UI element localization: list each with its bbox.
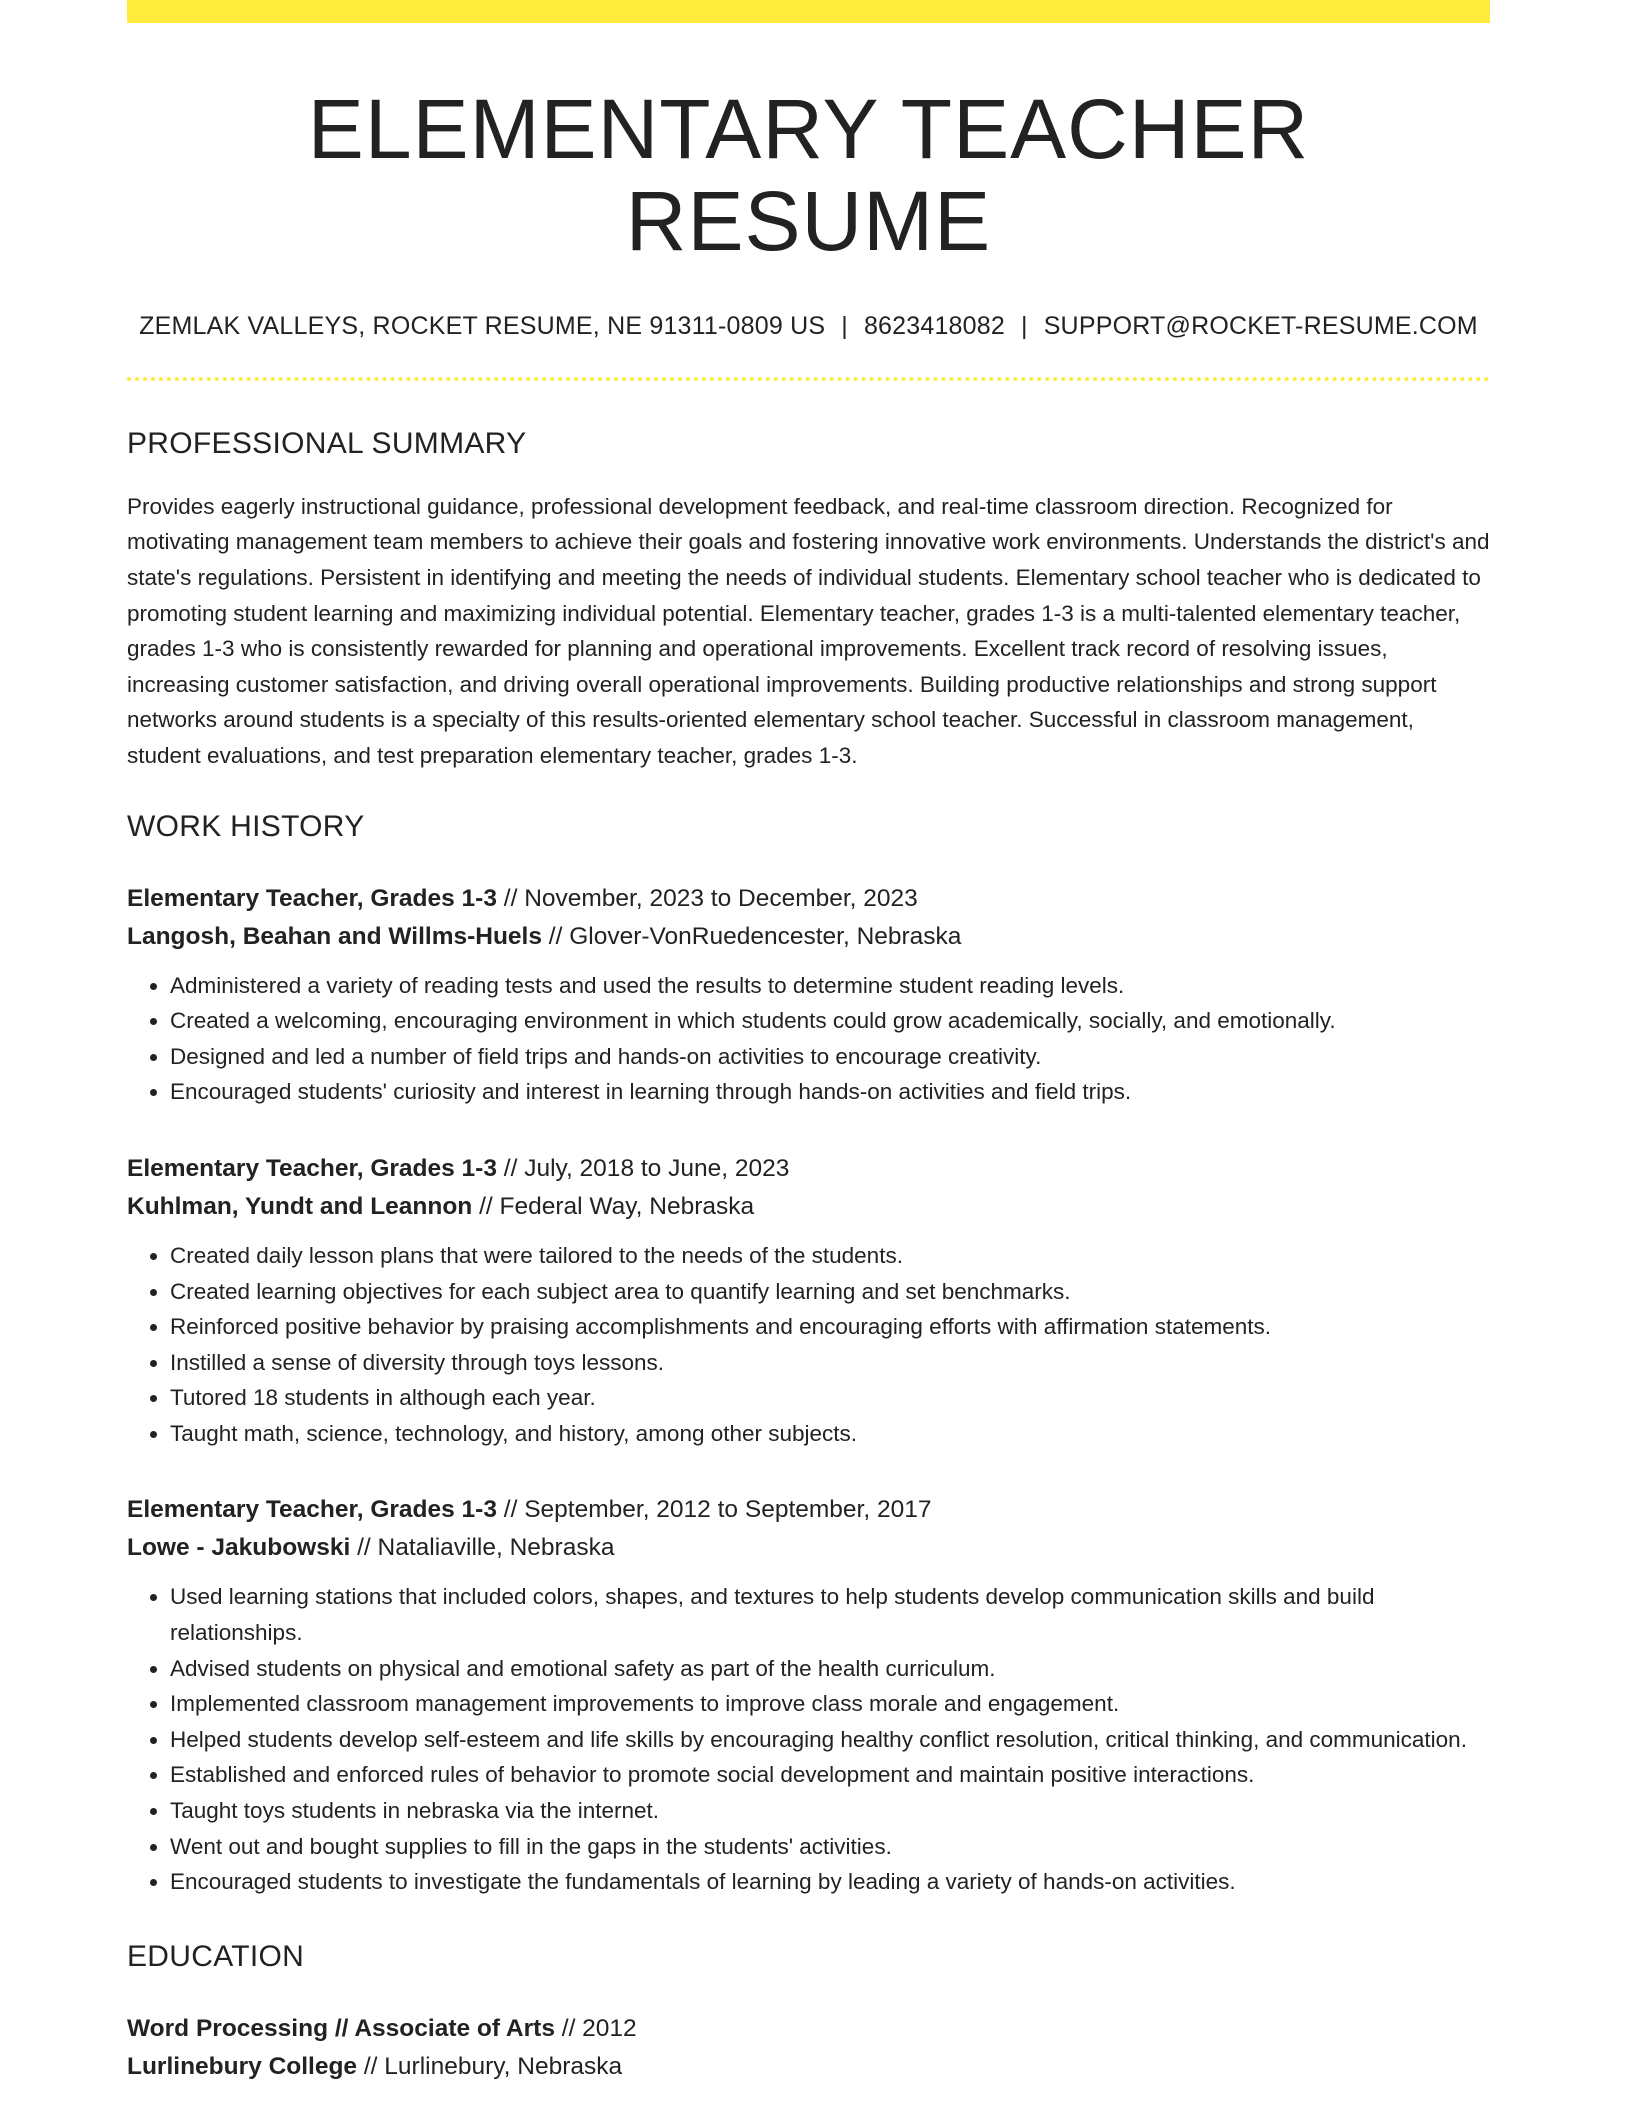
job-entry <box>127 1491 1490 1899</box>
job-bullet: • Created learning objectives for each subject area to quantify learning and set benchmarks. <box>170 1274 1490 1310</box>
job-bullet-list <box>127 1238 1490 1452</box>
job-bullet: • Designed and led a number of field trips and hands-on activities to encourage creativity. <box>170 1039 1490 1075</box>
work-history-list <box>127 880 1490 1900</box>
job-company: Langosh, Beahan and Willms-Huels <box>127 922 542 950</box>
job-bullet-list <box>127 968 1490 1110</box>
section-title-work-history: WORK HISTORY <box>127 809 365 843</box>
education-entry <box>127 2010 1490 2086</box>
contact-address: ZEMLAK VALLEYS, ROCKET RESUME, NE 91311-0809 US <box>139 311 826 340</box>
section-title-summary: PROFESSIONAL SUMMARY <box>127 426 527 460</box>
job-bullet: • Advised students on physical and emotional safety as part of the health curriculum. <box>170 1651 1490 1687</box>
accent-top-bar <box>127 0 1490 23</box>
job-company-line <box>127 918 1490 956</box>
job-role-line <box>127 880 1490 918</box>
job-role-line <box>127 1491 1490 1529</box>
job-dates: // July, 2018 to June, 2023 <box>496 1154 790 1182</box>
section-title-education: EDUCATION <box>127 1939 305 1973</box>
contact-separator: | <box>1020 311 1028 340</box>
job-bullet: • Taught math, science, technology, and history, among other subjects. <box>170 1416 1490 1452</box>
summary-text: Provides eagerly instructional guidance, professional development feedback, and real-time classroom direction. Recognized for motivating management team members to achieve their goals and fostering innovative work environments. Understands the district's and state's regulations. Persistent in identifying and meeting the needs of individual students. Elementary school teacher who is dedicated to promoting student learning and maximizing individual potential. Elementary teacher, grades 1-3 is a multi-talented elementary teacher, grades 1-3 who is consistently rewarded for planning and operational improvements. Excellent track record of resolving issues, increasing customer satisfaction, and driving overall operational improvements. Building productive relationships and strong support networks around students is a specialty of this results-oriented elementary school teacher. Successful in classroom management, student evaluations, and test preparation elementary teacher, grades 1-3. <box>127 493 1490 768</box>
job-bullet-list <box>127 1579 1490 1899</box>
job-role: Elementary Teacher, Grades 1-3 <box>127 884 497 912</box>
job-bullet: • Instilled a sense of diversity through toys lessons. <box>170 1345 1490 1381</box>
job-bullet: • Encouraged students to investigate the fundamentals of learning by leading a variety of hands-on activities. <box>170 1864 1490 1900</box>
job-company-line <box>127 1529 1490 1567</box>
job-location: // Nataliaville, Nebraska <box>350 1534 615 1562</box>
job-bullet: • Encouraged students' curiosity and interest in learning through hands-on activities and field trips. <box>170 1074 1490 1110</box>
job-bullet: • Tutored 18 students in although each year. <box>170 1380 1490 1416</box>
job-dates: // November, 2023 to December, 2023 <box>496 884 918 912</box>
job-bullet: • Went out and bought supplies to fill in the gaps in the students' activities. <box>170 1829 1490 1865</box>
job-entry <box>127 1150 1490 1452</box>
education-degree: Word Processing // Associate of Arts <box>127 2014 555 2042</box>
education-year: // 2012 <box>554 2014 637 2042</box>
job-bullet: • Created a welcoming, encouraging environment in which students could grow academically, socially, and emotionally. <box>170 1003 1490 1039</box>
education-school-line <box>127 2048 1490 2086</box>
education-location: // Lurlinebury, Nebraska <box>357 2052 623 2080</box>
contact-line <box>127 312 1490 341</box>
contact-phone: 8623418082 <box>863 311 1005 340</box>
contact-separator: | <box>841 311 848 340</box>
education-degree-line <box>127 2010 1490 2048</box>
dotted-divider <box>127 377 1490 381</box>
resume-page <box>127 0 1490 2086</box>
job-role: Elementary Teacher, Grades 1-3 <box>127 1496 497 1524</box>
job-bullet: • Established and enforced rules of behavior to promote social development and maintain positive interactions. <box>170 1757 1490 1793</box>
contact-email: SUPPORT@ROCKET-RESUME.COM <box>1043 311 1478 340</box>
job-location: // Federal Way, Nebraska <box>472 1192 755 1220</box>
job-role: Elementary Teacher, Grades 1-3 <box>127 1154 497 1182</box>
education-school: Lurlinebury College <box>127 2052 358 2080</box>
job-dates: // September, 2012 to September, 2017 <box>496 1496 932 1524</box>
job-bullet: • Implemented classroom management improvements to improve class morale and engagement. <box>170 1686 1490 1722</box>
job-company-line <box>127 1188 1490 1226</box>
resume-title: ELEMENTARY TEACHER RESUME <box>307 82 1310 269</box>
job-company: Kuhlman, Yundt and Leannon <box>127 1192 473 1220</box>
job-bullet: • Taught toys students in nebraska via the internet. <box>170 1793 1490 1829</box>
job-bullet: • Used learning stations that included colors, shapes, and textures to help students develop communication skills and build relationships. <box>170 1579 1490 1650</box>
job-bullet: • Helped students develop self-esteem and life skills by encouraging healthy conflict resolution, critical thinking, and communication. <box>170 1722 1490 1758</box>
job-bullet: • Administered a variety of reading tests and used the results to determine student reading levels. <box>170 968 1490 1004</box>
job-location: // Glover-VonRuedencester, Nebraska <box>541 922 962 950</box>
job-bullet: • Created daily lesson plans that were tailored to the needs of the students. <box>170 1238 1490 1274</box>
job-role-line <box>127 1150 1490 1188</box>
job-bullet: • Reinforced positive behavior by praising accomplishments and encouraging efforts with affirmation statements. <box>170 1309 1490 1345</box>
job-entry <box>127 880 1490 1110</box>
job-company: Lowe - Jakubowski <box>127 1534 351 1562</box>
